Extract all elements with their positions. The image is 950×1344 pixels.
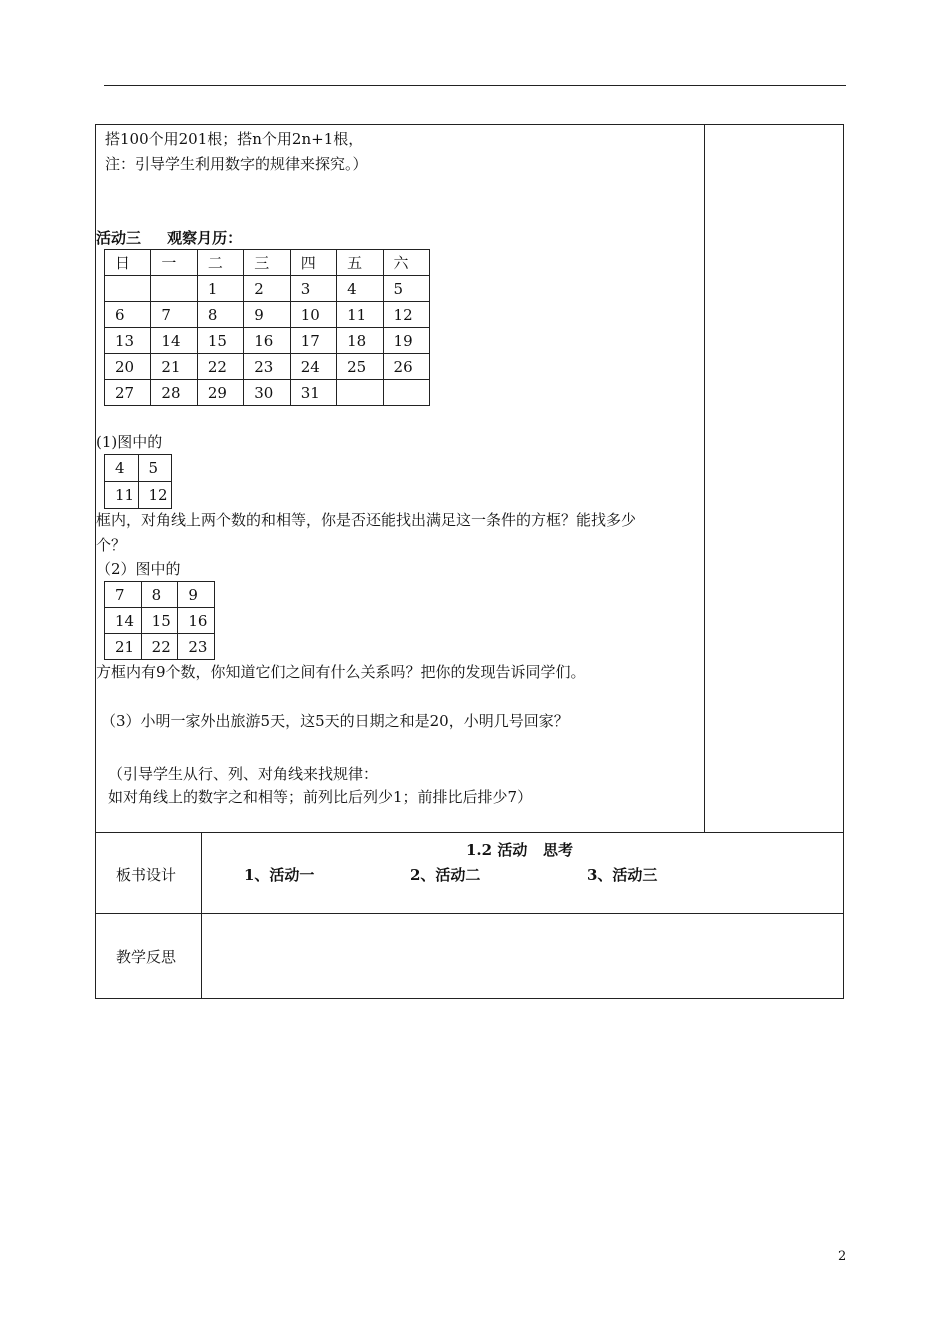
calendar-cell: 13 xyxy=(105,328,151,354)
calendar-cell: 29 xyxy=(197,380,243,406)
calendar-cell: 25 xyxy=(337,354,383,380)
calendar-table xyxy=(104,249,430,406)
board-design-label: 板书设计 xyxy=(116,866,177,884)
calendar-cell: 5 xyxy=(383,276,429,302)
box2-cell: 11 xyxy=(105,482,139,509)
calendar-cell: 26 xyxy=(383,354,429,380)
calendar-cell xyxy=(337,380,383,406)
box2-row xyxy=(105,455,172,482)
question1-prefix: (1)图中的 xyxy=(96,433,163,451)
calendar-cell: 31 xyxy=(290,380,336,406)
box-3x3 xyxy=(104,581,215,660)
notes-column-divider xyxy=(704,124,705,832)
header-rule xyxy=(104,85,846,86)
calendar-cell: 21 xyxy=(151,354,197,380)
calendar-cell: 2 xyxy=(244,276,290,302)
calendar-cell xyxy=(105,276,151,302)
calendar-cell: 11 xyxy=(337,302,383,328)
box3-cell: 23 xyxy=(178,634,215,660)
calendar-cell: 6 xyxy=(105,302,151,328)
box2-row xyxy=(105,482,172,509)
box3-cell: 22 xyxy=(141,634,178,660)
question3-text: （3）小明一家外出旅游5天，这5天的日期之和是20，小明几号回家？ xyxy=(101,712,569,730)
calendar-cell: 14 xyxy=(151,328,197,354)
calendar-row xyxy=(105,302,430,328)
calendar-cell: 15 xyxy=(197,328,243,354)
calendar-cell: 18 xyxy=(337,328,383,354)
board-title: 1.2 活动 思考 xyxy=(466,841,573,859)
box3-row xyxy=(105,582,215,608)
calendar-cell: 二 xyxy=(197,250,243,276)
board-item-3: 3、活动三 xyxy=(587,866,658,884)
calendar-cell: 28 xyxy=(151,380,197,406)
calendar-cell: 30 xyxy=(244,380,290,406)
calendar-cell: 六 xyxy=(383,250,429,276)
calendar-cell: 20 xyxy=(105,354,151,380)
calendar-cell: 22 xyxy=(197,354,243,380)
text-line-note: 注：引导学生利用数字的规律来探究。） xyxy=(105,155,368,173)
calendar-cell: 四 xyxy=(290,250,336,276)
guidance-hint-cont: 如对角线上的数字之和相等；前列比后列少1；前排比后排少7） xyxy=(108,788,533,806)
board-row-top xyxy=(95,832,844,833)
box3-cell: 7 xyxy=(105,582,142,608)
calendar-row xyxy=(105,276,430,302)
question2-prefix: （2）图中的 xyxy=(96,560,181,578)
box2-cell: 4 xyxy=(105,455,139,482)
reflection-label: 教学反思 xyxy=(116,948,177,966)
calendar-cell: 16 xyxy=(244,328,290,354)
calendar-cell: 7 xyxy=(151,302,197,328)
calendar-row xyxy=(105,354,430,380)
calendar-cell: 一 xyxy=(151,250,197,276)
calendar-cell: 10 xyxy=(290,302,336,328)
box3-row xyxy=(105,608,215,634)
box3-cell: 15 xyxy=(141,608,178,634)
question1-text: 框内，对角线上两个数的和相等，你是否还能找出满足这一条件的方框？能找多少 xyxy=(96,511,637,529)
calendar-cell: 日 xyxy=(105,250,151,276)
calendar-cell: 17 xyxy=(290,328,336,354)
text-line-rods: 搭100个用201根；搭n个用2n+1根， xyxy=(105,130,364,148)
box3-cell: 9 xyxy=(178,582,215,608)
calendar-row xyxy=(105,328,430,354)
label-column-divider xyxy=(201,832,202,999)
calendar-cell: 12 xyxy=(383,302,429,328)
activity3-heading: 活动三 观察月历： xyxy=(96,229,243,247)
calendar-cell xyxy=(151,276,197,302)
calendar-cell: 19 xyxy=(383,328,429,354)
calendar-cell: 1 xyxy=(197,276,243,302)
calendar-cell: 三 xyxy=(244,250,290,276)
calendar-cell: 3 xyxy=(290,276,336,302)
page-number: 2 xyxy=(838,1249,847,1264)
box2-cell: 5 xyxy=(138,455,172,482)
calendar-cell: 4 xyxy=(337,276,383,302)
calendar-cell: 23 xyxy=(244,354,290,380)
calendar-cell: 27 xyxy=(105,380,151,406)
calendar-row xyxy=(105,380,430,406)
board-item-2: 2、活动二 xyxy=(410,866,481,884)
box2-cell: 12 xyxy=(138,482,172,509)
box3-row xyxy=(105,634,215,660)
box3-cell: 16 xyxy=(178,608,215,634)
box3-cell: 21 xyxy=(105,634,142,660)
calendar-cell xyxy=(383,380,429,406)
question1-text-cont: 个？ xyxy=(96,536,127,554)
calendar-cell: 9 xyxy=(244,302,290,328)
calendar-cell: 8 xyxy=(197,302,243,328)
calendar-cell: 五 xyxy=(337,250,383,276)
box3-cell: 14 xyxy=(105,608,142,634)
reflection-row-top xyxy=(95,913,844,914)
calendar-cell: 24 xyxy=(290,354,336,380)
question2-text: 方框内有9个数，你知道它们之间有什么关系吗？把你的发现告诉同学们。 xyxy=(96,663,586,681)
board-item-1: 1、活动一 xyxy=(244,866,315,884)
box-2x2 xyxy=(104,454,172,509)
box3-cell: 8 xyxy=(141,582,178,608)
calendar-row xyxy=(105,250,430,276)
guidance-hint: （引导学生从行、列、对角线来找规律： xyxy=(108,765,379,783)
